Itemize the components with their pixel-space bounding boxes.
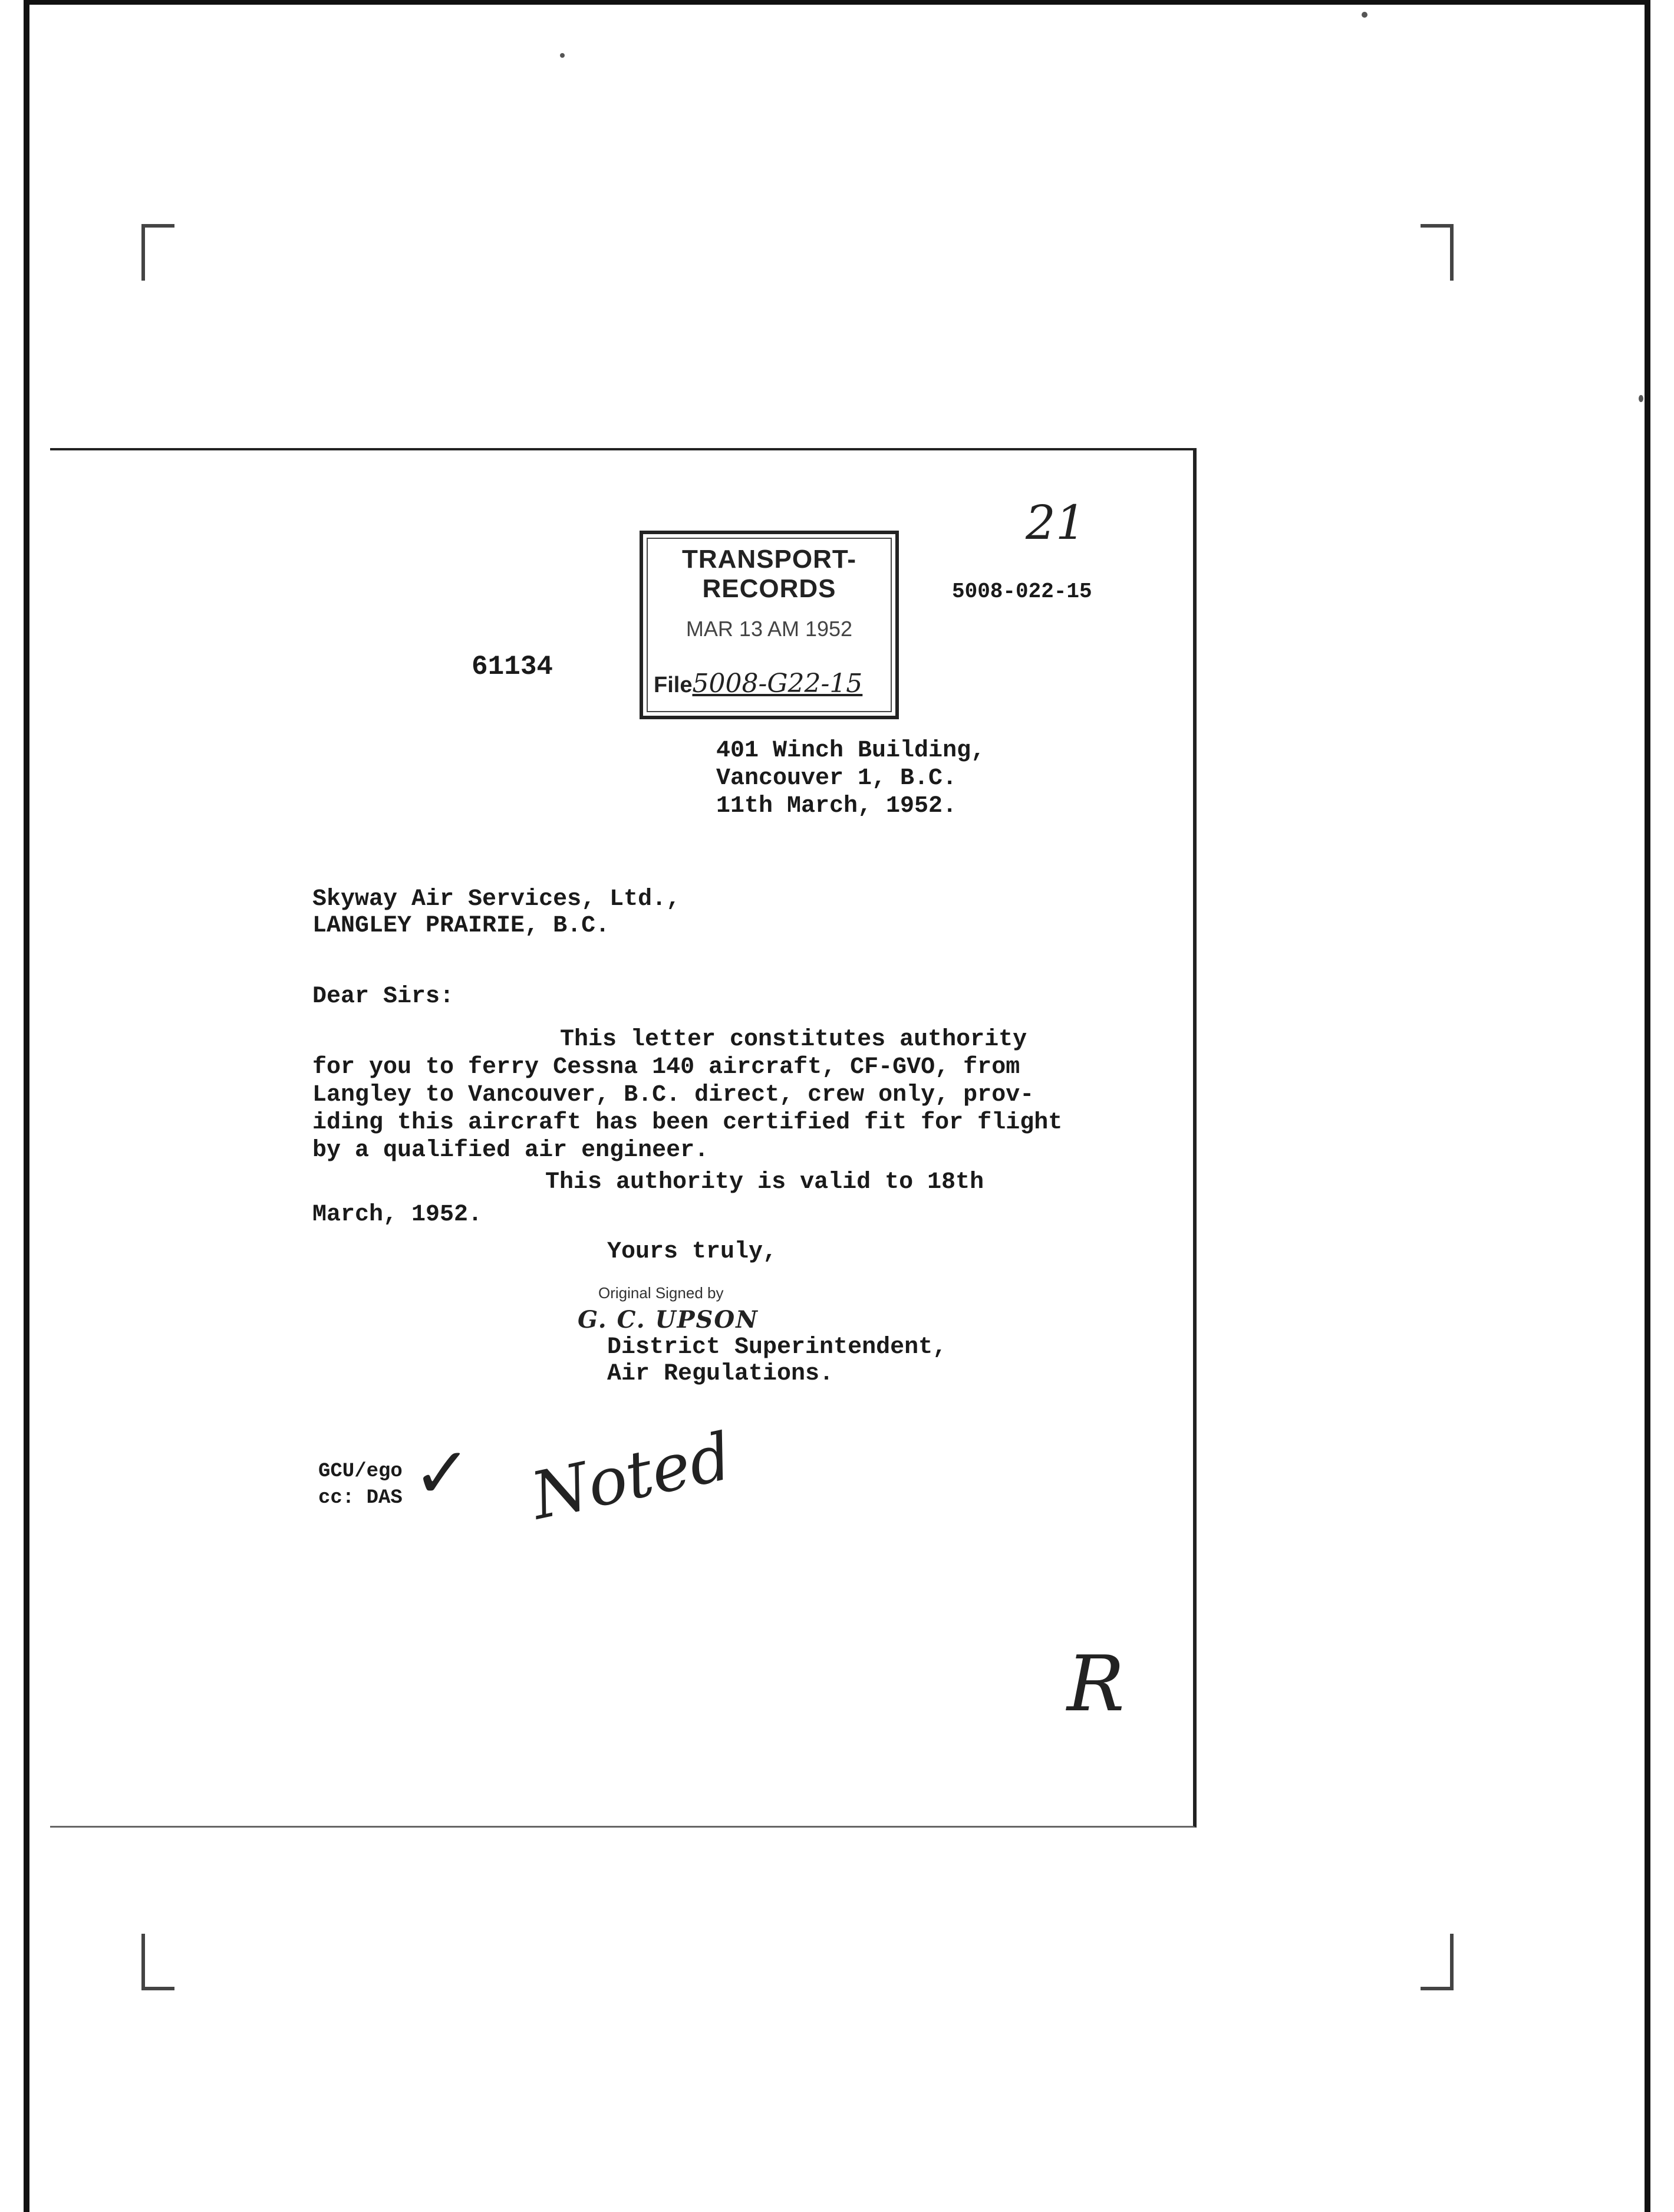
handwritten-mark: R [1067, 1639, 1125, 1729]
signatory-name: G. C. UPSON [578, 1306, 759, 1334]
checkmark: ✓ [413, 1433, 472, 1515]
address-line: 401 Winch Building, [716, 738, 986, 764]
typist-initials: GCU/ego [318, 1460, 403, 1483]
body-line: This letter constitutes authority [560, 1026, 1027, 1053]
handwritten-noted-annotation: Noted [525, 1418, 738, 1535]
stamp-date: MAR 13 AM 1952 [686, 617, 853, 641]
body-line: for you to ferry Cessna 140 aircraft, CF-GVO, from [312, 1054, 1020, 1081]
stamp-file-number: 5008-G22-15 [692, 669, 863, 699]
file-reference-right: 5008-022-15 [952, 580, 1092, 604]
stamp-file-label: File [654, 673, 693, 697]
signatory-title: District Superintendent, [607, 1334, 947, 1361]
crop-mark-bottom-left [141, 1934, 174, 1990]
salutation: Dear Sirs: [312, 983, 454, 1010]
carbon-copy: cc: DAS [318, 1487, 403, 1509]
speck [560, 53, 565, 58]
crop-mark-bottom-right [1421, 1934, 1454, 1990]
recipient-name: Skyway Air Services, Ltd., [312, 886, 681, 913]
speck [1639, 395, 1643, 402]
file-reference-left: 61134 [472, 651, 553, 682]
body-line: iding this aircraft has been certified fit for flight [312, 1110, 1063, 1136]
address-line: Vancouver 1, B.C. [716, 765, 957, 792]
handwritten-folio-number: 21 [1026, 495, 1086, 550]
original-signed-note: Original Signed by [598, 1284, 724, 1302]
validity-line: This authority is valid to 18th [545, 1169, 984, 1196]
closing: Yours truly, [607, 1239, 777, 1265]
body-line: Langley to Vancouver, B.C. direct, crew only, prov- [312, 1082, 1034, 1108]
speck [1362, 12, 1367, 18]
recipient-location: LANGLEY PRAIRIE, B.C. [312, 913, 610, 939]
records-stamp [640, 531, 899, 719]
crop-mark-top-left [141, 224, 174, 281]
signatory-department: Air Regulations. [607, 1361, 834, 1387]
crop-mark-top-right [1421, 224, 1454, 281]
stamp-file-line [654, 669, 862, 699]
stamp-title: TRANSPORT-RECORDS [682, 545, 856, 603]
body-line: by a qualified air engineer. [312, 1137, 709, 1164]
validity-line: March, 1952. [312, 1202, 483, 1228]
letter-date: 11th March, 1952. [716, 793, 957, 819]
